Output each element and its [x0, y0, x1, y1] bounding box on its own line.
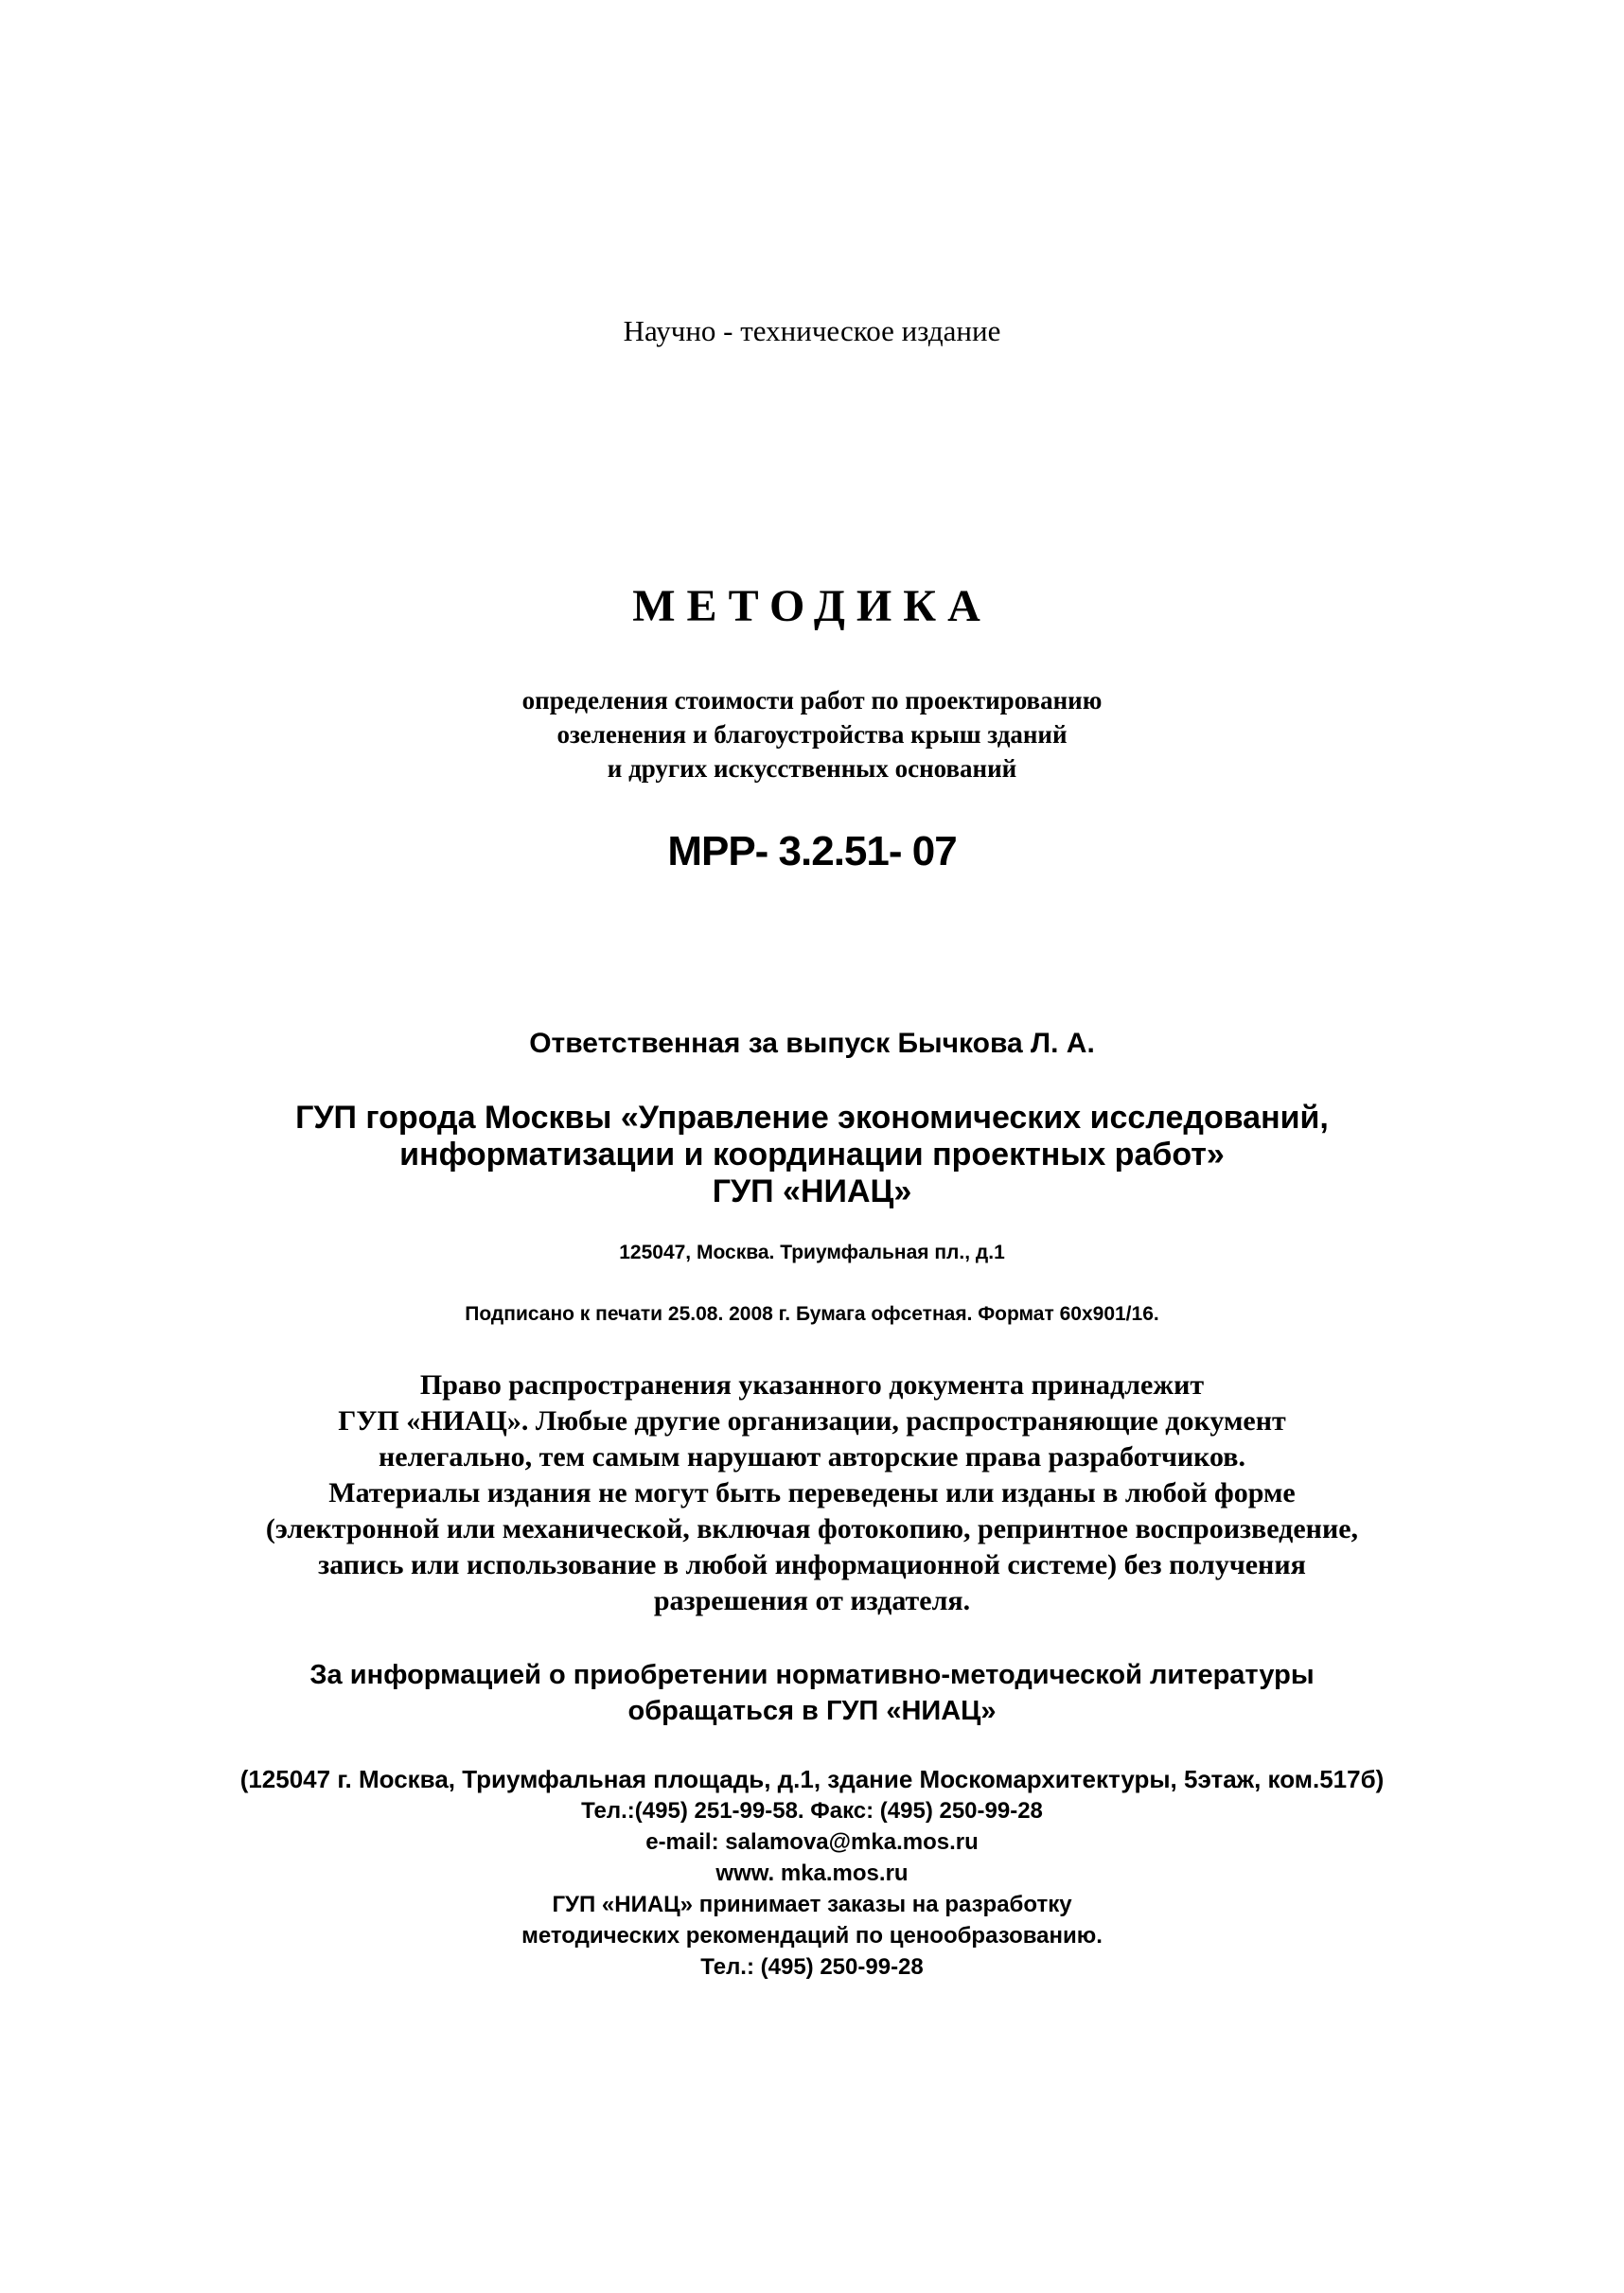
- rights-line: Материалы издания не могут быть переведены или изданы в любой форме: [328, 1477, 1296, 1508]
- organization-line: ГУП «НИАЦ»: [712, 1173, 912, 1209]
- organization-line: ГУП города Москвы «Управление экономических исследований,: [295, 1100, 1329, 1136]
- document-code: МРР- 3.2.51- 07: [667, 828, 957, 874]
- contact-phone: Тел.: (495) 250-99-28: [700, 1954, 924, 1980]
- contact-note: методических рекомендаций по ценообразованию.: [521, 1923, 1103, 1949]
- rights-line: ГУП «НИАЦ». Любые другие организации, распространяющие документ: [338, 1405, 1286, 1437]
- subtitle-line: и других искусственных оснований: [607, 754, 1017, 783]
- rights-line: запись или использование в любой информационной системе) без получения: [318, 1549, 1306, 1580]
- subtitle-line: озеленения и благоустройства крыш зданий: [556, 720, 1068, 749]
- document-title: МЕТОДИКА: [632, 581, 992, 631]
- contact-email: e-mail: salamova@mka.mos.ru: [645, 1829, 979, 1855]
- contact-phone-fax: Тел.:(495) 251-99-58. Факс: (495) 250-99-28: [581, 1798, 1043, 1824]
- rights-line: разрешения от издателя.: [653, 1585, 971, 1616]
- organization-line: информатизации и координации проектных работ»: [399, 1137, 1225, 1173]
- info-line: За информацией о приобретении нормативно-методической литературы: [309, 1660, 1315, 1690]
- edition-type: Научно - техническое издание: [623, 314, 1001, 347]
- contact-website: www. mka.mos.ru: [715, 1861, 909, 1886]
- organization-address: 125047, Москва. Триумфальная пл., д.1: [619, 1242, 1005, 1263]
- responsible-person: Ответственная за выпуск Бычкова Л. А.: [529, 1028, 1095, 1059]
- rights-line: (электронной или механической, включая фотокопию, репринтное воспроизведение,: [265, 1513, 1359, 1544]
- rights-line: нелегально, тем самым нарушают авторские права разработчиков.: [378, 1441, 1245, 1473]
- info-line: обращаться в ГУП «НИАЦ»: [627, 1696, 997, 1726]
- contact-note: ГУП «НИАЦ» принимает заказы на разработку: [552, 1892, 1072, 1917]
- print-info: Подписано к печати 25.08. 2008 г. Бумага офсетная. Формат 60х901/16.: [465, 1303, 1159, 1325]
- rights-line: Право распространения указанного документа принадлежит: [419, 1369, 1205, 1401]
- contact-address: (125047 г. Москва, Триумфальная площадь, д.1, здание Москомархитектуры, 5этаж, ком.517б): [239, 1765, 1385, 1793]
- subtitle-line: определения стоимости работ по проектированию: [521, 686, 1103, 714]
